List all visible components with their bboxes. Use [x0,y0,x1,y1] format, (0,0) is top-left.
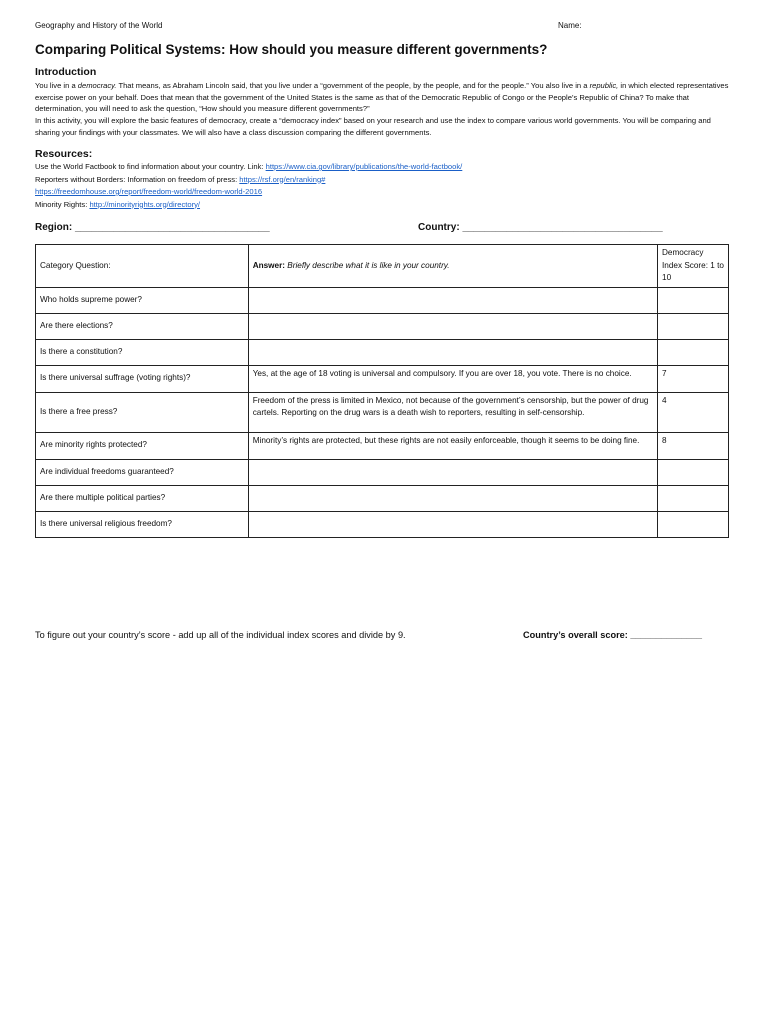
course-title: Geography and History of the World [35,21,163,30]
answer-cell[interactable]: Minority’s rights are protected, but these rights are not easily enforceable, though it seems to be doing fine. [248,432,657,459]
table-row [36,459,729,485]
introduction-text [35,80,735,139]
header-answer [248,245,657,288]
score-cell[interactable]: 4 [658,392,729,432]
score-cell[interactable] [658,313,729,339]
answer-cell[interactable] [248,313,657,339]
score-cell[interactable] [658,485,729,511]
resource-freedomhouse [35,186,462,199]
question-cell: Is there universal religious freedom? [36,511,249,537]
rsf-link[interactable]: https://rsf.org/en/ranking# [239,174,326,184]
score-cell[interactable]: 8 [658,432,729,459]
question-cell: Who holds supreme power? [36,287,249,313]
resources-heading: Resources: [35,148,93,160]
answer-cell[interactable]: Freedom of the press is limited in Mexico, not because of the government’s censorship, but the power of drug cartels. Reporting on the drug wars is a death wish to reporters, resulting in self-censorship. [248,392,657,432]
country-field[interactable]: Country: ____________________________________ [418,222,663,233]
overall-score-field[interactable]: Country’s overall score: ______________ [523,630,702,640]
intro-text-c: in which elected representatives exercise power on your behalf. Does that mean that the government of the United States is the same as that of the Democratic Republic of Congo or the People’s Republic of China? To make that determination, you will need to ask the question, “How should you measure different governments?” [35,81,729,114]
answer-cell[interactable] [248,511,657,537]
answer-cell[interactable] [248,287,657,313]
table-row [36,313,729,339]
democracy-index-table [35,244,729,538]
page-title: Comparing Political Systems: How should you measure different governments? [35,42,548,57]
table-row [36,365,729,392]
header-answer-label: Answer: [252,260,285,270]
score-cell[interactable] [658,287,729,313]
table-header-row [36,245,729,288]
answer-cell[interactable] [248,339,657,365]
resource-factbook [35,161,462,174]
intro-text-b: That means, as Abraham Lincoln said, that you live under a “government of the people, by the people, and for the people.” You also live in a [116,81,590,90]
score-cell[interactable] [658,511,729,537]
answer-cell[interactable] [248,485,657,511]
question-cell: Is there universal suffrage (voting rights)? [36,365,249,392]
table-row [36,287,729,313]
intro-democracy: democracy. [77,81,117,90]
region-field[interactable]: Region: ___________________________________ [35,222,270,233]
answer-cell[interactable] [248,459,657,485]
score-cell[interactable]: 7 [658,365,729,392]
table-row [36,485,729,511]
score-cell[interactable] [658,459,729,485]
question-cell: Are there multiple political parties? [36,485,249,511]
freedomhouse-link[interactable]: https://freedomhouse.org/report/freedom-world/freedom-world-2016 [35,187,263,196]
score-instruction: To figure out your country’s score - add up all of the individual index scores and divide by 9. [35,630,406,640]
resources-list [35,161,462,211]
answer-cell[interactable]: Yes, at the age of 18 voting is universal and compulsory. If you are over 18, you vote. There is no choice. [248,365,657,392]
question-cell: Are there elections? [36,313,249,339]
question-cell: Are individual freedoms guaranteed? [36,459,249,485]
table-row [36,432,729,459]
resource-rsf-text: Reporters without Borders: Information on freedom of press: [35,174,240,184]
header-score: Democracy Index Score: 1 to 10 [658,245,729,288]
table-row [36,339,729,365]
question-cell: Is there a constitution? [36,339,249,365]
resource-factbook-text: Use the World Factbook to find information about your country. Link: [35,162,266,171]
intro-republic: republic, [589,81,619,90]
introduction-heading: Introduction [35,66,97,78]
minorityrights-link[interactable]: http://minorityrights.org/directory/ [89,199,201,209]
question-cell: Is there a free press? [36,392,249,432]
intro-paragraph-2: In this activity, you will explore the basic features of democracy, create a “democracy index” based on your research and use the index to compare various world governments. You will be comparing and sharing your findings with your classmates. We will also have a class discussion comparing the different governments. [35,116,711,137]
name-label: Name: [558,21,582,30]
table-row [36,511,729,537]
resource-minority-text: Minority Rights: [35,199,90,209]
resource-rsf [35,174,462,187]
resource-minority [35,199,462,212]
header-answer-hint: Briefly describe what it is like in your country. [285,260,450,270]
score-cell[interactable] [658,339,729,365]
header-question: Category Question: [36,245,249,288]
intro-paragraph-1 [35,80,735,115]
intro-text-a: You live in a [35,81,78,90]
question-cell: Are minority rights protected? [36,432,249,459]
table-row [36,392,729,432]
factbook-link[interactable]: https://www.cia.gov/library/publications/the-world-factbook/ [265,162,463,171]
